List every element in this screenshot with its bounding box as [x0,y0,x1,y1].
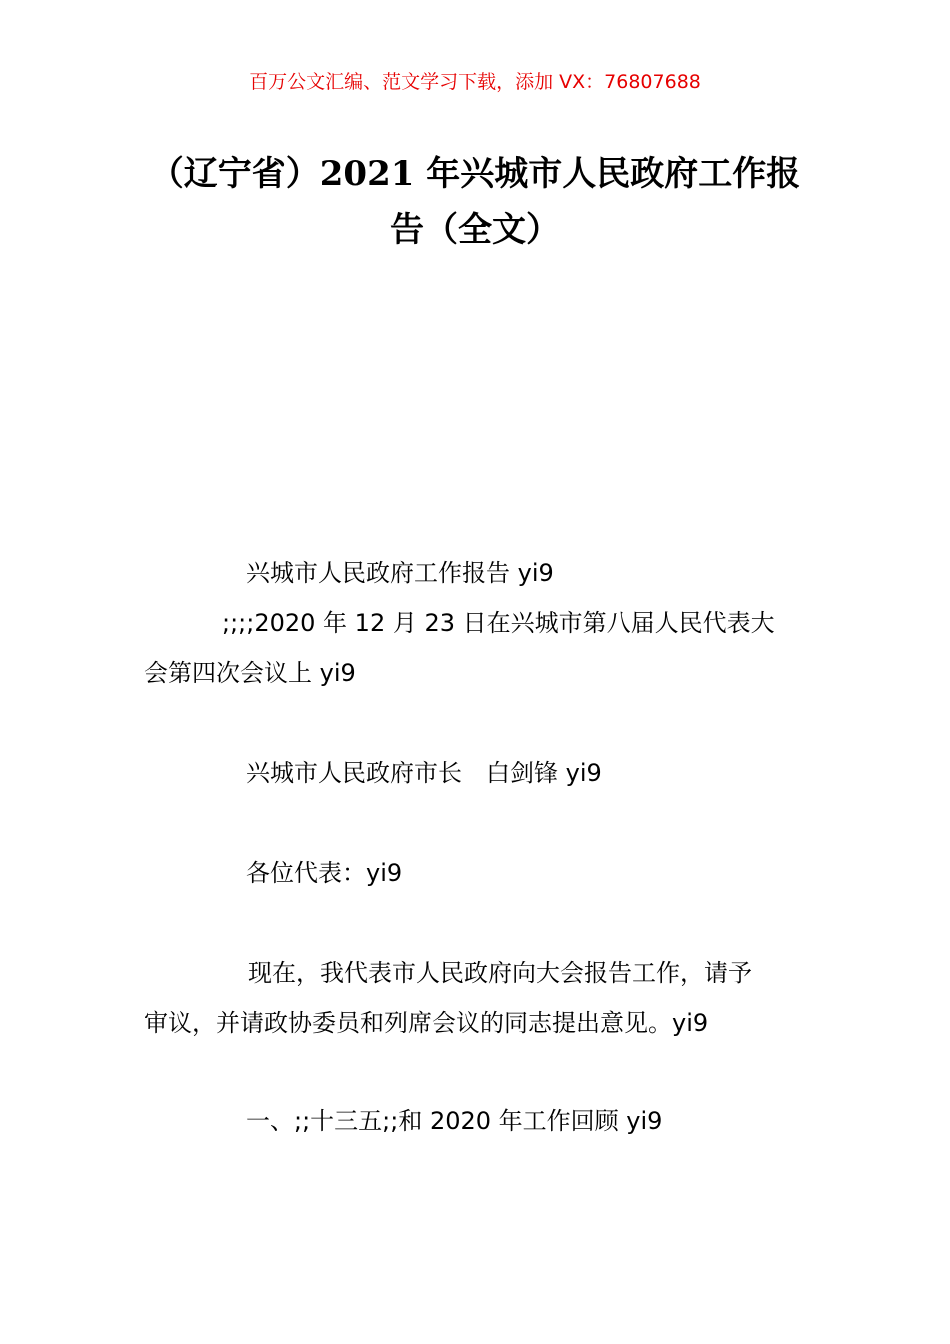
speaker-line: 兴城市人民政府市长 白剑锋 yi9 [246,759,602,787]
section-heading: 一、;;十三五;;和 2020 年工作回顾 yi9 [246,1107,663,1135]
document-title [140,146,810,258]
salutation-line: 各位代表：yi9 [246,859,403,887]
promo-header-text: 百万公文汇编、范文学习下载，添加 VX：76807688 [249,71,701,93]
document-title-line-2: 告（全文） [390,210,560,250]
document-title-line-1: （辽宁省）2021 年兴城市人民政府工作报 [149,154,801,194]
intro-paragraph-line-1: 现在，我代表市人民政府向大会报告工作，请予 [248,959,752,987]
meeting-date-line-cont: 会第四次会议上 yi9 [144,659,356,687]
report-heading: 兴城市人民政府工作报告 yi9 [246,559,554,587]
meeting-date-line: ;;;;2020 年 12 月 23 日在兴城市第八届人民代表大 [222,609,775,637]
intro-paragraph-line-2: 审议，并请政协委员和列席会议的同志提出意见。yi9 [144,1009,709,1037]
